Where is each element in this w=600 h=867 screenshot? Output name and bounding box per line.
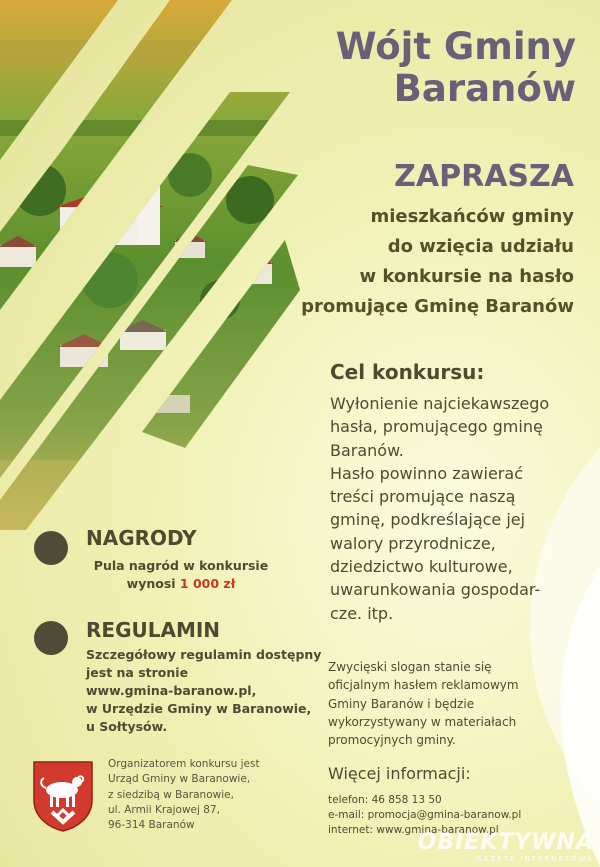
title-line: Baranów <box>393 67 576 110</box>
contact-info <box>328 764 521 838</box>
village-photo-stripes <box>0 0 340 530</box>
page-title <box>336 26 576 110</box>
rules-line: Szczegółowy regulamin dostępny <box>86 647 322 662</box>
rules-body <box>86 646 321 736</box>
contest-goal-line: Wyłonienie najciekawszego <box>330 394 550 413</box>
contest-goal-line: cze. itp. <box>330 603 394 623</box>
winner-note-line: Zwycięski slogan stanie się <box>328 660 492 674</box>
contest-goal-section <box>330 360 592 625</box>
contest-goal-line: gminę, podkreślające jej <box>330 510 526 530</box>
contest-goal-line: dziedzictwo kulturowe, <box>330 557 513 577</box>
rules-line: jest na stronie <box>86 665 189 680</box>
contest-goal-title: Cel konkursu: <box>330 360 485 384</box>
invitation-headline: ZAPRASZA <box>394 159 574 194</box>
invitation-line: do wzięcia udziału <box>387 236 574 257</box>
contact-phone: telefon: 46 858 13 50 <box>328 794 442 806</box>
winner-note-line: promocyjnych gminy. <box>328 733 456 748</box>
prizes-prefix: wynosi <box>126 576 176 591</box>
prizes-amount-line <box>86 575 276 593</box>
contest-goal-line: Baranów. <box>330 440 404 460</box>
organizer-line: ul. Armii Krajowej 87, <box>108 803 220 816</box>
prizes-line: Pula nagród w konkursie <box>93 558 269 573</box>
winner-note <box>328 658 592 749</box>
invitation-line: w konkursie na hasło <box>359 266 574 287</box>
contact-email[interactable]: e-mail: promocja@gmina-baranow.pl <box>328 809 522 821</box>
contest-goal-line: walory przyrodnicze, <box>330 533 496 553</box>
organizer-line: Organizatorem konkursu jest <box>108 758 260 770</box>
rules-line: w Urzędzie Gminy w Baranowie, <box>86 701 312 716</box>
watermark-main: OBIEKTYWNA <box>417 830 594 855</box>
organizer-line: 96-314 Baranów <box>108 819 195 832</box>
watermark-logo <box>418 830 594 863</box>
coat-of-arms-icon <box>32 760 94 832</box>
prizes-title: NAGRODY <box>86 526 197 550</box>
watermark-sub: GAZETA INTERNETOWA <box>476 855 594 863</box>
organizer-line: z siedzibą w Baranowie, <box>108 788 234 801</box>
rules-line: u Sołtysów. <box>86 719 168 734</box>
contest-goal-line: Hasło powinno zawierać <box>330 463 523 483</box>
rules-title: REGULAMIN <box>86 618 221 642</box>
rules-bullet-icon <box>34 621 68 655</box>
contact-website[interactable]: internet: www.gmina-baranow.pl <box>328 824 499 836</box>
organizer-info <box>108 757 260 833</box>
prizes-bullet-icon <box>34 531 68 565</box>
invitation-line: mieszkańców gminy <box>370 206 574 227</box>
contest-goal-line: uwarunkowania gospodar- <box>330 580 541 600</box>
contest-goal-line: treści promujące naszą <box>330 487 516 507</box>
prize-amount: 1 000 zł <box>179 576 236 591</box>
rules-website-link[interactable]: www.gmina-baranow.pl, <box>86 683 257 698</box>
invitation-block <box>301 158 574 322</box>
winner-note-line: Gminy Baranów i będzie <box>328 696 475 711</box>
winner-note-line: wykorzystywany w materiałach <box>328 714 517 729</box>
title-line: Wójt Gminy <box>335 25 576 68</box>
contest-goal-line: hasła, promującego gminę <box>330 417 543 437</box>
winner-note-line: oficjalnym hasłem reklamowym <box>328 678 519 693</box>
contact-title: Więcej informacji: <box>328 764 471 783</box>
organizer-line: Urząd Gminy w Baranowie, <box>108 773 251 786</box>
prizes-body <box>86 557 276 593</box>
invitation-line: promujące Gminę Baranów <box>301 296 574 317</box>
